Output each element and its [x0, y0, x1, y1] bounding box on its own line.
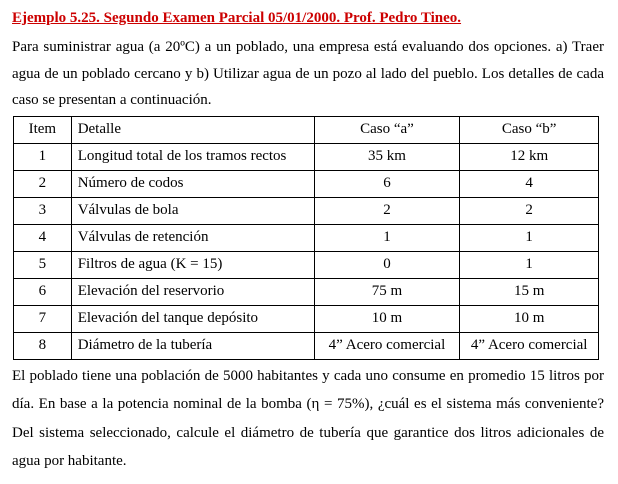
cell-detail: Elevación del tanque depósito: [71, 305, 314, 332]
table-row: [14, 305, 599, 332]
cell-case-a: 2: [314, 197, 460, 224]
cell-item: 4: [14, 224, 72, 251]
cell-item: 3: [14, 197, 72, 224]
cell-case-a: 10 m: [314, 305, 460, 332]
cell-case-a: 1: [314, 224, 460, 251]
header-case-a: Caso “a”: [314, 116, 460, 143]
cell-case-a: 0: [314, 251, 460, 278]
header-detail: Detalle: [71, 116, 314, 143]
table-row: [14, 170, 599, 197]
document-page: [12, 8, 604, 476]
table-row: [14, 197, 599, 224]
table-row: [14, 278, 599, 305]
cell-detail: Elevación del reservorio: [71, 278, 314, 305]
cell-case-b: 1: [460, 224, 599, 251]
cell-case-a: 4” Acero comercial: [314, 332, 460, 359]
cell-item: 6: [14, 278, 72, 305]
table-header-row: [14, 116, 599, 143]
table-body: [14, 143, 599, 359]
table-row: [14, 332, 599, 359]
question-paragraph: El poblado tiene una población de 5000 habitantes y cada uno consume en promedio 15 litros por día. En base a la potencia nominal de la bomba (η = 75%), ¿cuál es el sistema más conveniente? Del sistema seleccionado, calcule el diámetro de tubería que garantice dos litros adicionales de agua por habitante.: [12, 367, 604, 469]
cell-item: 1: [14, 143, 72, 170]
cases-table: [13, 116, 599, 360]
cell-item: 5: [14, 251, 72, 278]
table-row: [14, 224, 599, 251]
cell-case-b: 1: [460, 251, 599, 278]
cell-detail: Diámetro de la tubería: [71, 332, 314, 359]
example-title: Ejemplo 5.25. Segundo Examen Parcial 05/01/2000. Prof. Pedro Tineo.: [12, 10, 462, 26]
cell-case-b: 10 m: [460, 305, 599, 332]
cell-case-a: 75 m: [314, 278, 460, 305]
cell-case-b: 12 km: [460, 143, 599, 170]
cell-case-b: 2: [460, 197, 599, 224]
cell-case-a: 35 km: [314, 143, 460, 170]
cell-case-b: 4: [460, 170, 599, 197]
cell-detail: Válvulas de bola: [71, 197, 314, 224]
header-item: Item: [14, 116, 72, 143]
cell-detail: Longitud total de los tramos rectos: [71, 143, 314, 170]
table-row: [14, 251, 599, 278]
cell-case-a: 6: [314, 170, 460, 197]
cell-item: 8: [14, 332, 72, 359]
cell-detail: Filtros de agua (K = 15): [71, 251, 314, 278]
table-row: [14, 143, 599, 170]
cell-detail: Número de codos: [71, 170, 314, 197]
cell-case-b: 15 m: [460, 278, 599, 305]
cell-item: 2: [14, 170, 72, 197]
cell-detail: Válvulas de retención: [71, 224, 314, 251]
cell-item: 7: [14, 305, 72, 332]
cell-case-b: 4” Acero comercial: [460, 332, 599, 359]
header-case-b: Caso “b”: [460, 116, 599, 143]
intro-paragraph: Para suministrar agua (a 20ºC) a un poblado, una empresa está evaluando dos opciones. a) Traer agua de un poblado cercano y b) Utilizar agua de un pozo al lado del pueblo. Los detalles de cada caso se presentan a continuación.: [12, 39, 604, 108]
